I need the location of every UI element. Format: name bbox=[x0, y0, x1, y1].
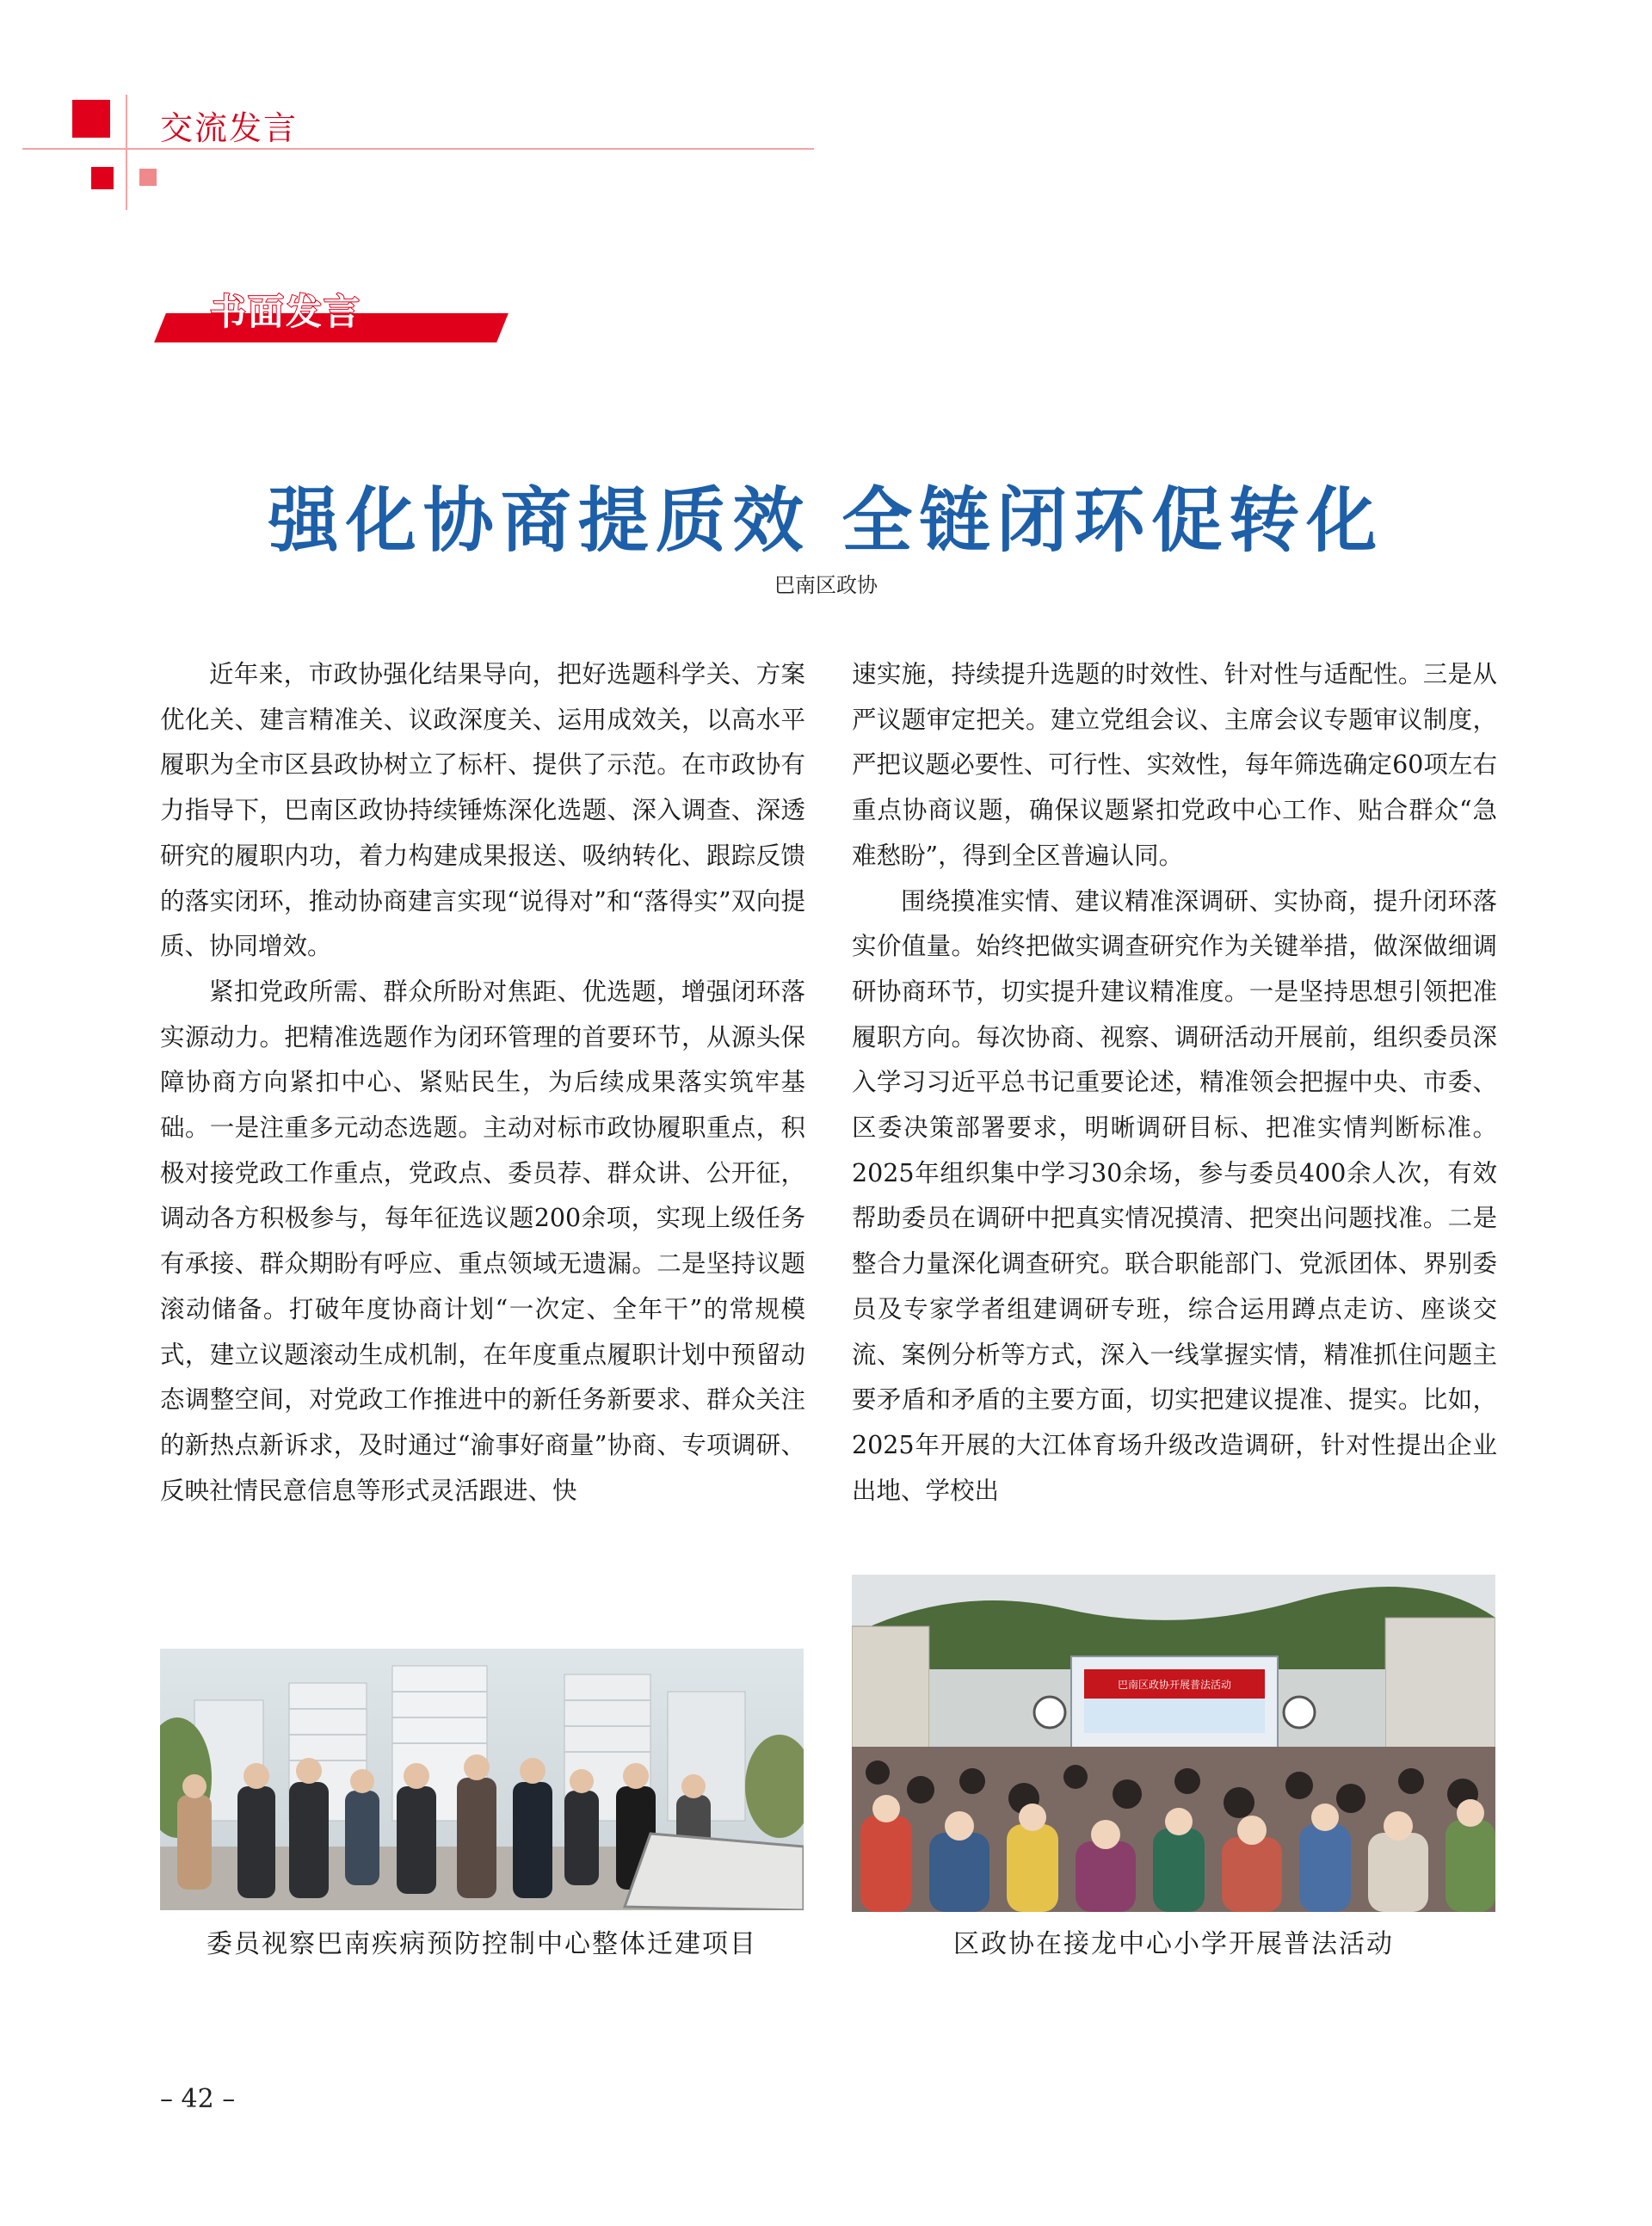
photo-assembly bbox=[852, 1575, 1495, 1912]
photo-inspection bbox=[160, 1649, 804, 1910]
photo-caption-right: 区政协在接龙中心小学开展普法活动 bbox=[953, 1929, 1394, 1959]
stage-banner-text: 巴南区政协开展普法活动 bbox=[1117, 1679, 1232, 1691]
header-vertical-rule bbox=[126, 95, 127, 210]
header-pink-square bbox=[139, 169, 157, 186]
paragraph: 紧扣党政所需、群众所盼对焦距、优选题，增强闭环落实源动力。把精准选题作为闭环管理的首要环节，从源头保障协商方向紧扣中心、紧贴民生，为后续成果落实筑牢基础。一是注重多元动态选题。主动对标市政协履职重点，积极对接党政工作重点，党政点、委员荐、群众讲、公开征，调动各方积极参与，每年征选议题200余项，实现上级任务有承接、群众期盼有呼应、重点领域无遗漏。二是坚持议题滚动储备。打破年度协商计划“一次定、全年干”的常规模式，建立议题滚动生成机制，在年度重点履职计划中预留动态调整空间，对党政工作推进中的新任务新要求、群众关注的新热点新诉求，及时通过“渝事好商量”协商、专项调研、反映社情民意信息等形式灵活跟进、快 bbox=[160, 977, 805, 1505]
paragraph: 速实施，持续提升选题的时效性、针对性与适配性。三是从严议题审定把关。建立党组会议、主席会议专题审议制度，严把议题必要性、可行性、实效性，每年筛选确定60项左右重点协商议题，确保议题紧扣党政中心工作、贴合群众“急难愁盼”，得到全区普遍认同。 bbox=[852, 660, 1497, 870]
article-author: 巴南区政协 bbox=[774, 573, 878, 597]
right-column bbox=[852, 652, 1497, 1514]
section-label: 交流发言 bbox=[160, 109, 299, 147]
header-rule bbox=[22, 148, 814, 150]
tag-label: 书面发言 bbox=[210, 291, 362, 333]
page-number: – 42 – bbox=[160, 2084, 236, 2114]
article-title: 强化协商提质效 全链闭环促转化 bbox=[268, 480, 1384, 562]
left-column bbox=[160, 652, 805, 1514]
header-red-square bbox=[72, 100, 110, 138]
header-small-square bbox=[91, 167, 114, 189]
inspection-scene bbox=[160, 1649, 804, 1910]
photo-caption-left: 委员视察巴南疾病预防控制中心整体迁建项目 bbox=[206, 1929, 757, 1959]
paragraph: 近年来，市政协强化结果导向，把好选题科学关、方案优化关、建言精准关、议政深度关、运用成效关，以高水平履职为全市区县政协树立了标杆、提供了示范。在市政协有力指导下，巴南区政协持续锤炼深化选题、深入调查、深透研究的履职内功，着力构建成果报送、吸纳转化、跟踪反馈的落实闭环，推动协商建言实现“说得对”和“落得实”双向提质、协同增效。 bbox=[160, 660, 805, 961]
assembly-scene bbox=[852, 1575, 1495, 1912]
paragraph: 围绕摸准实情、建议精准深调研、实协商，提升闭环落实价值量。始终把做实调查研究作为关键举措，做深做细调研协商环节，切实提升建议精准度。一是坚持思想引领把准履职方向。每次协商、视察、调研活动开展前，组织委员深入学习习近平总书记重要论述，精准领会把握中央、市委、区委决策部署要求，明晰调研目标、把准实情判断标准。2025年组织集中学习30余场，参与委员400余人次，有效帮助委员在调研中把真实情况摸清、把突出问题找准。二是整合力量深化调查研究。联合职能部门、党派团体、界别委员及专家学者组建调研专班，综合运用蹲点走访、座谈交流、案例分析等方式，深入一线掌握实情，精准抓住问题主要矛盾和矛盾的主要方面，切实把建议提准、提实。比如，2025年开展的大江体育场升级改造调研，针对性提出企业出地、学校出 bbox=[852, 886, 1497, 1505]
